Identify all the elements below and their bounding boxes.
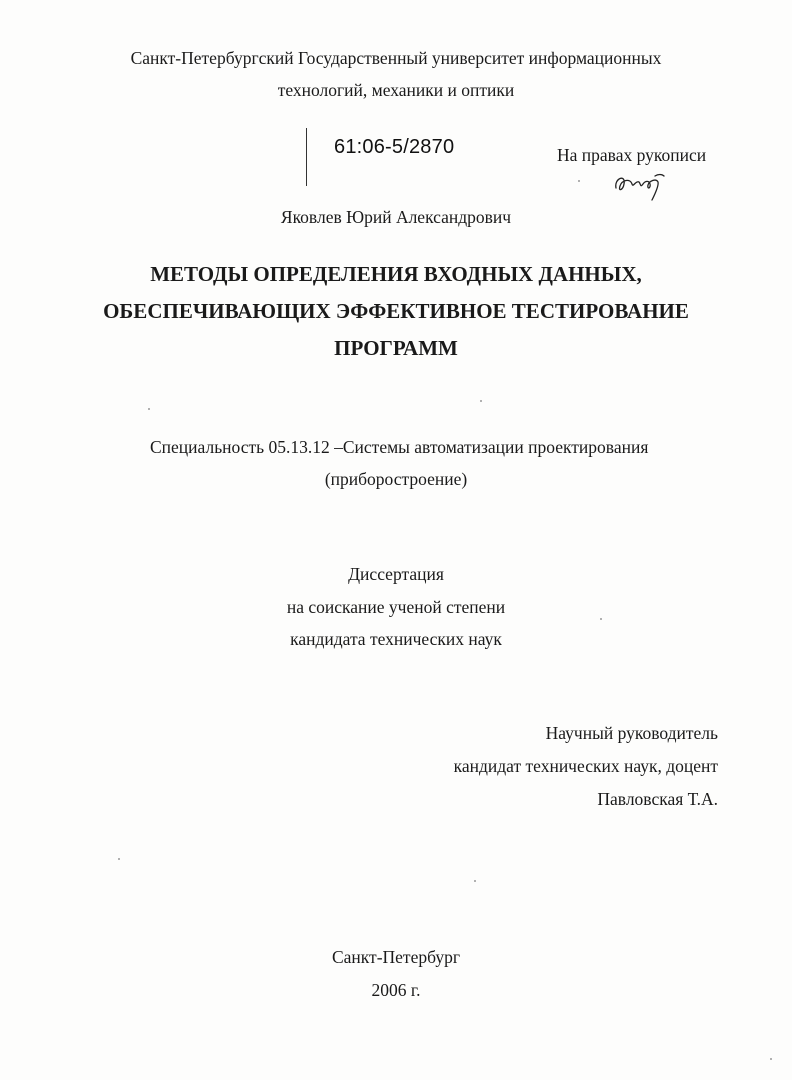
thesis-title-line2: ОБЕСПЕЧИВАЮЩИХ ЭФФЕКТИВНОЕ ТЕСТИРОВАНИЕ [103,299,689,323]
specialty-line2: (приборостроение) [324,469,468,489]
supervisor-degree: кандидат технических наук, доцент [453,756,718,776]
thesis-title-line3: ПРОГРАММ [334,336,458,360]
supervisor-name: Павловская Т.А. [597,789,718,809]
scan-speck [118,858,120,860]
university-name-line1: Санкт-Петербургский Государственный университет информационных [130,48,662,68]
year: 2006 г. [371,980,421,1000]
stamp-divider [306,128,307,186]
scan-speck [474,880,476,882]
manuscript-rights-note: На правах рукописи [557,145,707,165]
library-stamp-code: 61:06-5/2870 [334,136,455,158]
scan-speck [480,400,482,402]
scan-speck [600,618,602,620]
scan-speck [770,1058,772,1060]
supervisor-label: Научный руководитель [545,723,718,743]
university-name-line2: технологий, механики и оптики [277,80,515,100]
handwritten-signature [612,166,672,202]
thesis-title-line1: МЕТОДЫ ОПРЕДЕЛЕНИЯ ВХОДНЫХ ДАННЫХ, [150,262,642,286]
specialty-line1: Специальность 05.13.12 –Системы автоматизации проектирования [150,437,649,457]
dissertation-degree-line1: на соискание ученой степени [286,597,506,617]
dissertation-degree-line2: кандидата технических наук [290,629,502,649]
dissertation-type: Диссертация [348,564,444,584]
scan-speck [578,180,580,182]
city: Санкт-Петербург [331,947,461,967]
author-name: Яковлев Юрий Александрович [280,207,512,227]
scan-speck [148,408,150,410]
